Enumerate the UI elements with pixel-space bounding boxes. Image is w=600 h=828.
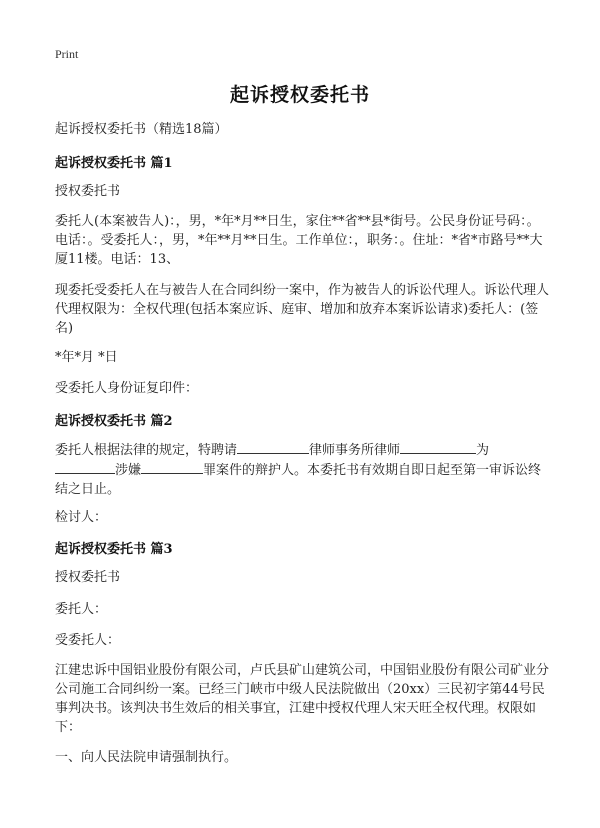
section3-line1: 授权委托书 [55, 570, 121, 585]
section1-line1: 授权委托书 [55, 184, 121, 199]
section2-heading: 起诉授权委托书 篇2 [55, 414, 173, 429]
section1-para1: 委托人(本案被告人)：，男，*年*月**日生，家住**省**县*街号。公民身份证号码：。电话：。受委托人：，男，*年**月**日生。工作单位：，职务：。住址：*省*市路号**大厦11楼。电话：13、 [55, 214, 543, 267]
print-label[interactable]: Print [55, 47, 79, 61]
blank-field-crime [141, 460, 203, 474]
section2-seg-b: 律师事务所律师 [309, 443, 401, 458]
blank-field-lawyer [237, 440, 309, 454]
section2-seg-c: 为 [476, 443, 490, 458]
section2-signer: 检讨人： [55, 510, 108, 525]
blank-field-client [55, 460, 115, 474]
subtitle: 起诉授权委托书（精选18篇） [55, 122, 228, 137]
section2-para [55, 440, 550, 499]
section1-heading: 起诉授权委托书 篇1 [55, 156, 173, 171]
section2-seg-d: 涉嫌 [115, 463, 142, 478]
section3-para: 江建忠诉中国铝业股份有限公司，卢氏县矿山建筑公司，中国铝业股份有限公司矿业分公司施工合同纠纷一案。已经三门峡市中级人民法院做出（20xx）三民初字第44号民事判决书。该判决书生效后的相关事宜，江建中授权代理人宋天旺全权代理。权限如下： [55, 663, 550, 735]
section3-line2: 委托人： [55, 602, 108, 617]
section3-line3: 受委托人： [55, 633, 121, 648]
blank-field-firm [400, 440, 476, 454]
section1-copy: 受委托人身份证复印件： [55, 381, 199, 396]
section1-para2: 现委托受委托人在与被告人在合同纠纷一案中，作为被告人的诉讼代理人。诉讼代理人代理权限为：全权代理(包括本案应诉、庭审、增加和放弃本案诉讼请求)委托人：(签名) [55, 283, 550, 336]
section3-item1: 一、向人民法院申请强制执行。 [55, 750, 238, 765]
section1-date: *年*月 *日 [55, 350, 118, 365]
section2-seg-e: 罪案件的辩护人。本委托书有效期自即日起至第一审诉讼终结之日止。 [55, 463, 542, 497]
section3-heading: 起诉授权委托书 篇3 [55, 542, 173, 557]
page-title: 起诉授权委托书 [229, 84, 370, 106]
section2-seg-a: 委托人根据法律的规定，特聘请 [55, 443, 238, 458]
